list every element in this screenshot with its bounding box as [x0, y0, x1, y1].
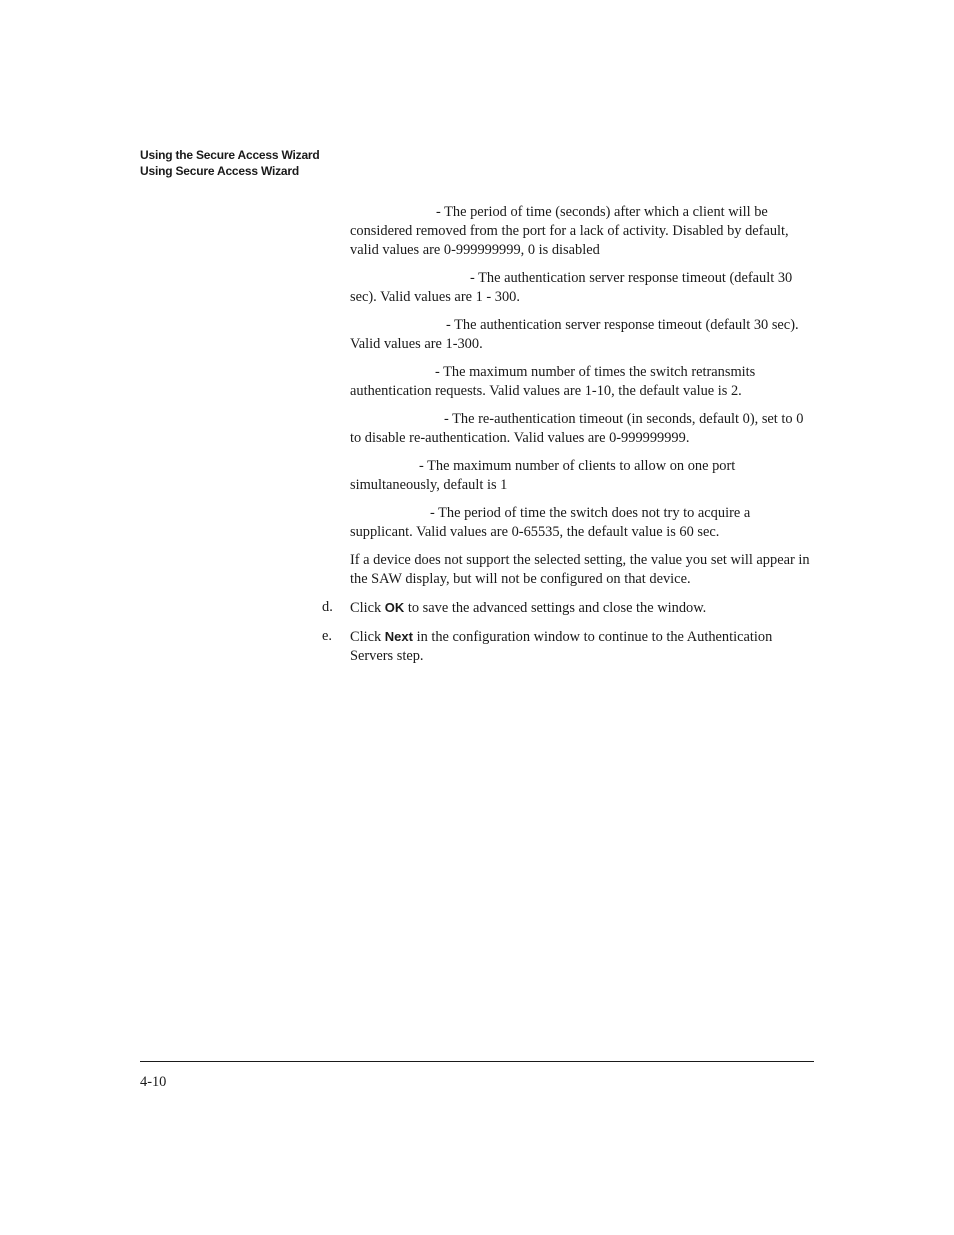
setting-description-max-requests: - The maximum number of times the switch retransmits authentication requests. Valid values are 1-10, the default value is 2. — [350, 364, 756, 399]
step-marker: d. — [322, 599, 333, 615]
section-title: Using Secure Access Wizard — [140, 164, 299, 178]
footer-rule — [140, 1061, 814, 1062]
setting-description-server-timeout: - The authentication server response timeout (default 30 sec). Valid values are 1 - 300. — [350, 270, 793, 305]
setting-description-idle-timeout: - The period of time (seconds) after which a client will be considered removed from the port for a lack of activity. Disabled by default, valid values are 0-999999999, 0 is disabled — [350, 204, 789, 258]
setting-description-client-limit: - The maximum number of clients to allow on one port simultaneously, default is 1 — [350, 458, 736, 493]
chapter-title: Using the Secure Access Wizard — [140, 148, 320, 162]
next-button-reference: Next — [384, 629, 413, 644]
step-marker: e. — [322, 628, 332, 644]
setting-description-quiet-period: - The period of time the switch does not try to acquire a supplicant. Valid values are 0-65535, the default value is 60 sec. — [350, 505, 751, 540]
running-header — [140, 147, 320, 179]
body-content — [322, 203, 814, 675]
unsupported-setting-note: If a device does not support the selected setting, the value you set will appear in the SAW display, but will not be configured on that device. — [350, 552, 810, 587]
step-e: e. Click Next in the configuration window to continue to the Authentication Servers step. — [322, 628, 773, 664]
page-number: 4-10 — [140, 1074, 167, 1090]
step-d: d. Click OK to save the advanced settings and close the window. — [322, 599, 707, 616]
setting-description-supplicant-timeout: - The authentication server response timeout (default 30 sec). Valid values are 1-300. — [350, 317, 799, 352]
ok-button-reference: OK — [384, 600, 405, 615]
setting-description-reauth-period: - The re-authentication timeout (in seconds, default 0), set to 0 to disable re-authentication. Valid values are 0-999999999. — [350, 411, 804, 446]
